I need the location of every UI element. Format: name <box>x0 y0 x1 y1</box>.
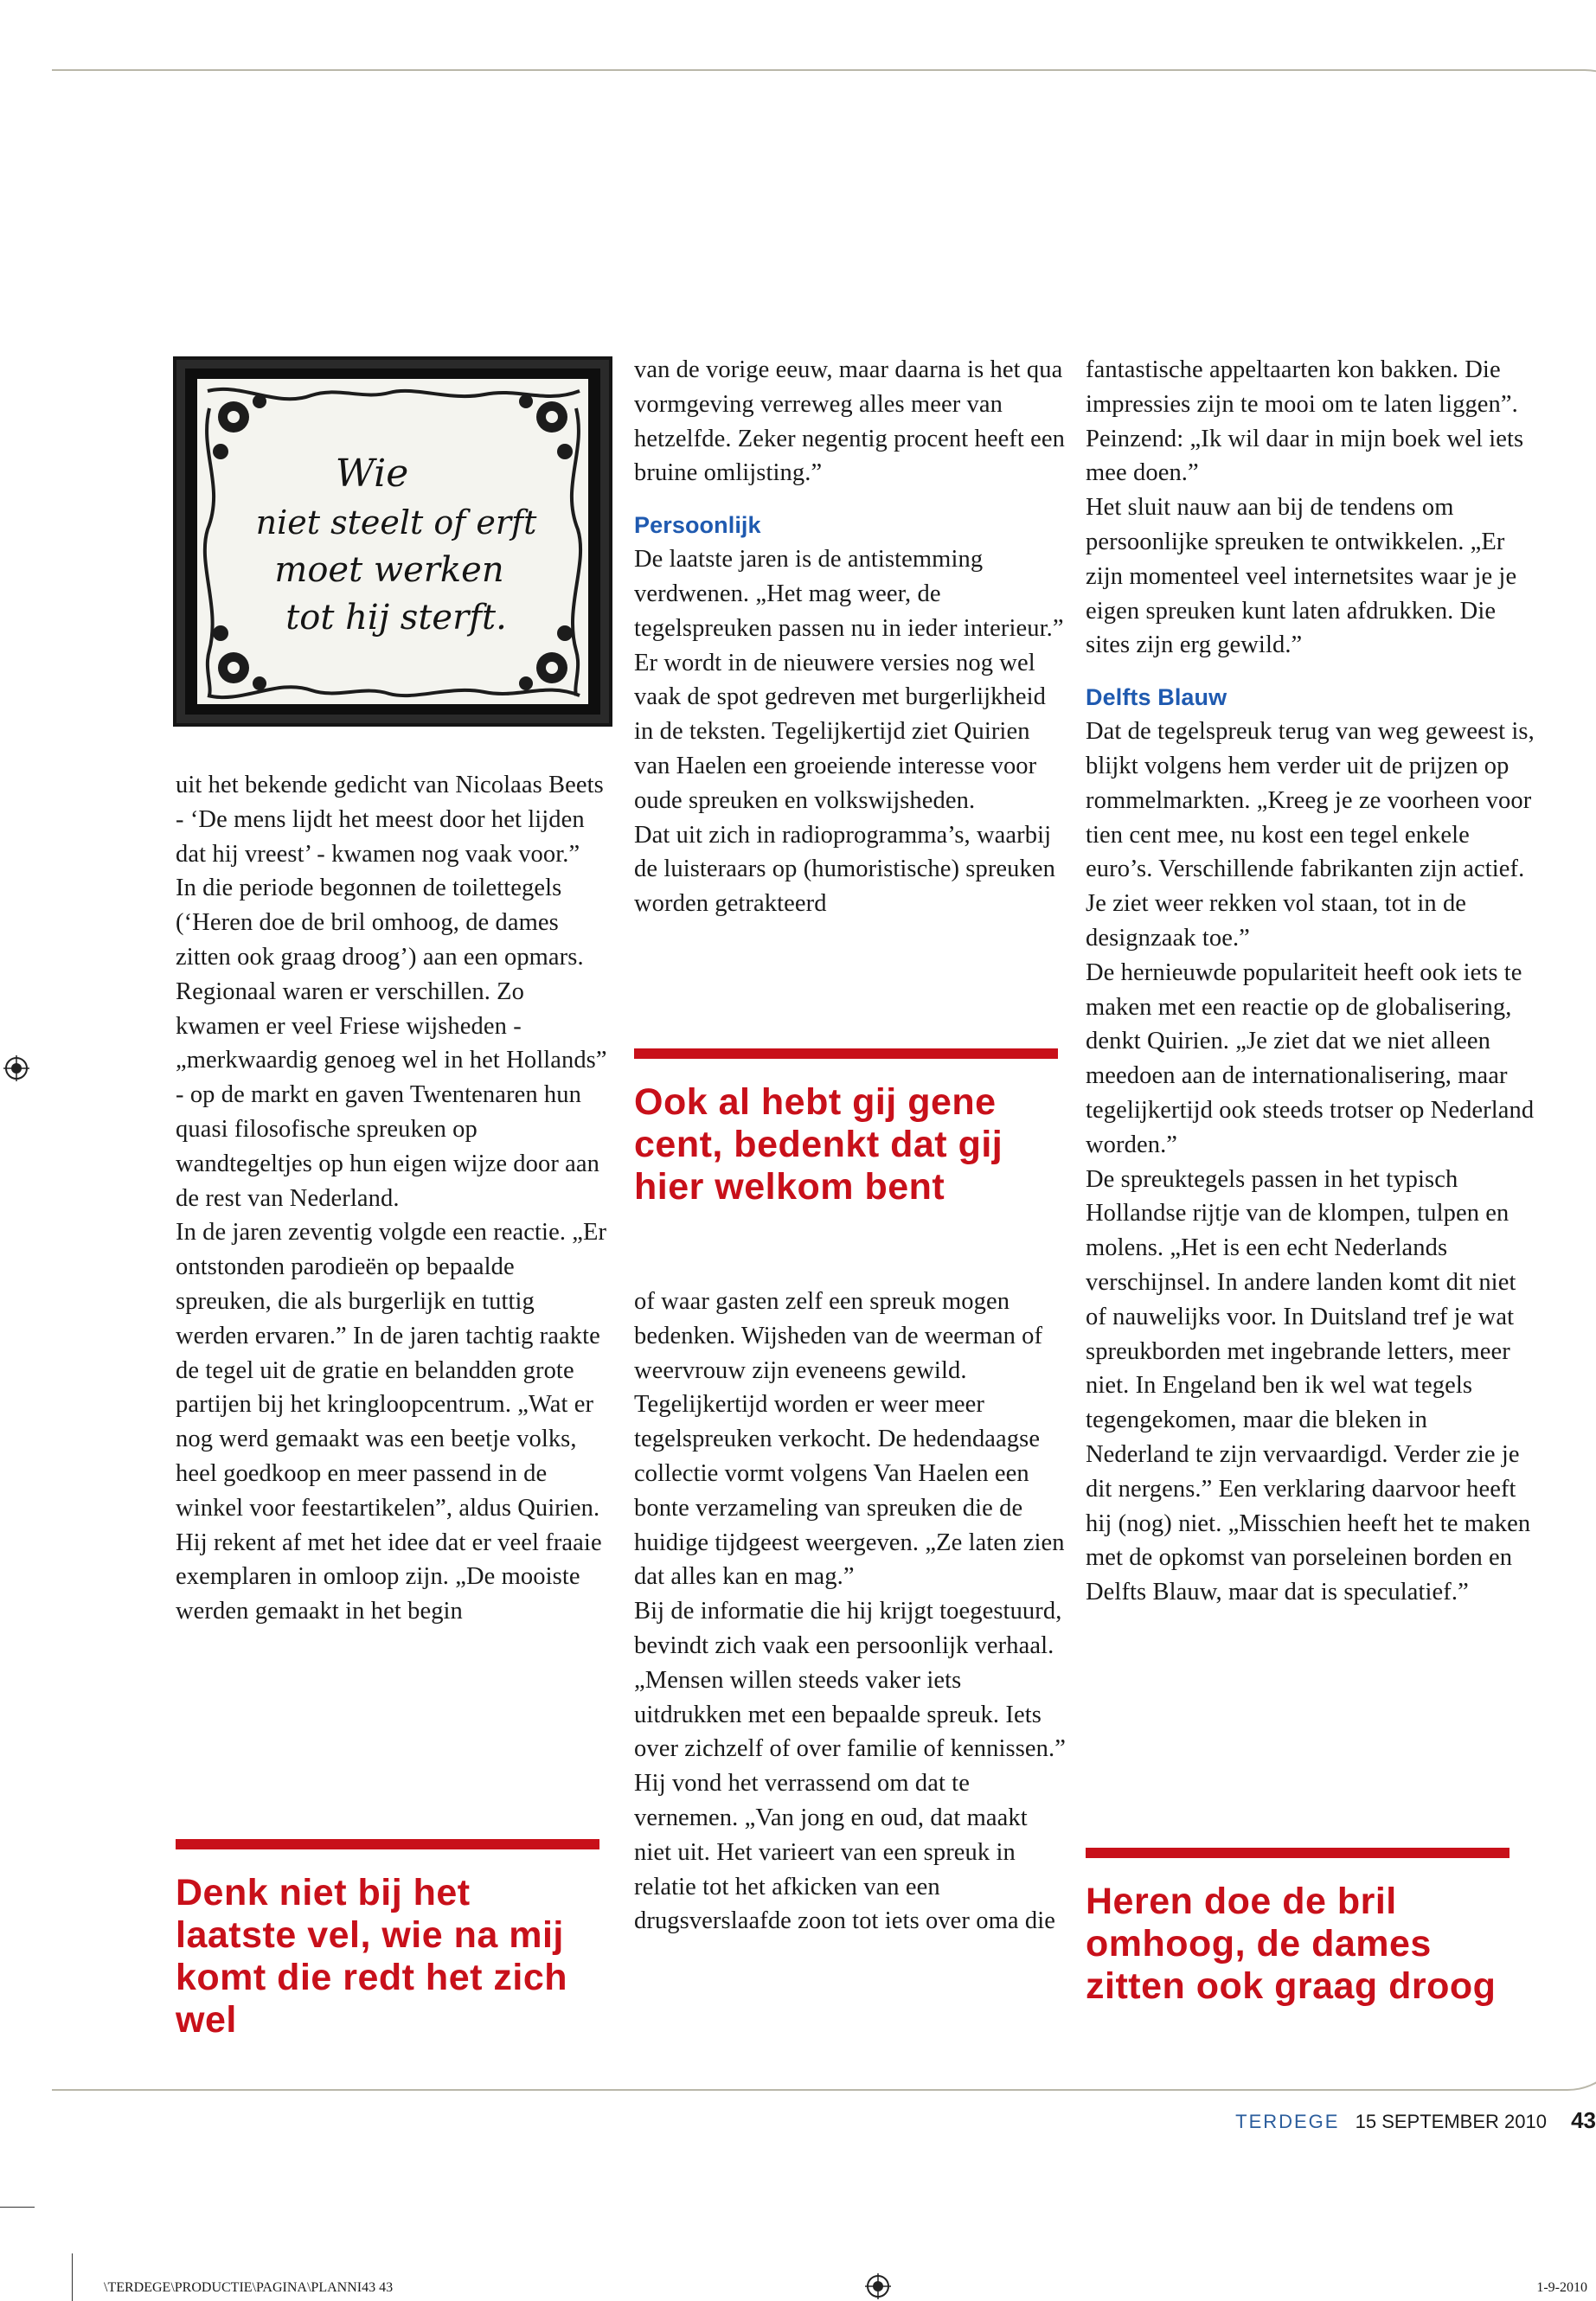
crop-mark <box>0 2207 35 2208</box>
slug-date: 1-9-2010 <box>1536 2280 1587 2295</box>
magazine-name: TERDEGE <box>1235 2111 1340 2132</box>
top-rule <box>52 69 1557 71</box>
article-column-2 <box>634 353 1067 921</box>
tile-text-2: niet steelt of erft <box>255 503 537 542</box>
top-corner-curve <box>1540 69 1596 140</box>
paragraph: Bij de informatie die hij krijgt toegestuurd, bevindt zich vaak een persoonlijk verhaal. „Mensen willen steeds vaker iets uitdrukken met een bepaalde spreuk. Iets over zichzelf of over familie of kennissen.” Hij vond het verrassend om dat te vernemen. „Van jong en oud, dat maakt niet uit. Het varieert van een spreuk in relatie tot het afkicken van een drugsverslaafde zoon tot iets over oma die <box>634 1598 1066 1935</box>
pull-quote-text: Ook al hebt gij gene cent, bedenkt dat gij hier welkom bent <box>634 1081 1003 1208</box>
section-heading-delfts-blauw: Delfts Blauw <box>1086 684 1227 711</box>
page-number: 43 <box>1571 2107 1596 2133</box>
paragraph: De spreuktegels passen in het typisch Hollandse rijtje van de klompen, tulpen en molens. „Het is een echt Nederlands verschijnsel. In andere landen komt dit niet of nauwelijks voor. In Duitsland tref je wat spreukborden met ingebrande letters, meer niet. In Engeland ben ik wel wat tegels tegengekomen, maar die bleken in Nederland te zijn vervaardigd. Verder zie je dit nergens.” Een verklaring daarvoor heeft hij (nog) niet. „Misschien heeft het te maken met de opkomst van porseleinen borden en Delfts Blauw, maar dat is speculatief.” <box>1086 1165 1531 1606</box>
paragraph: fantastische appeltaarten kon bakken. Die impressies zijn te mooi om te laten liggen”. Peinzend: „Ik wil daar in mijn boek wel iets mee doen.” <box>1086 356 1524 487</box>
registration-mark-icon <box>865 2273 891 2299</box>
slug-path: \TERDEGE\PRODUCTIE\PAGINA\PLANNI43 43 <box>104 2280 394 2295</box>
paragraph: Dat de tegelspreuk terug van weg geweest is, blijkt volgens hem verder uit de prijzen op rommelmarkten. „Kreeg je ze voorheen voor tien cent mee, nu kost een tegel enkele euro’s. Verschillende fabrikanten zijn actief. Je ziet weer rekken vol staan, tot in de designzaak toe.” <box>1086 718 1535 952</box>
tile-text-1: Wie <box>335 452 409 496</box>
paragraph: De hernieuwde populariteit heeft ook iets te maken met een reactie op de globalisering, denkt Quirien. „Je ziet dat we niet alleen meedoen aan de internationalisering, maar tegelijkertijd ook steeds trotser op Nederland worden.” <box>1086 958 1535 1158</box>
paragraph: Hij rekent af met het idee dat er veel fraaie exemplaren in omloop zijn. „De mooiste werden gemaakt in het begin <box>176 1529 602 1625</box>
quote-bar <box>1086 1848 1509 1858</box>
quote-bar <box>176 1839 599 1849</box>
registration-mark-icon <box>3 1055 29 1081</box>
paragraph: uit het bekende gedicht van Nicolaas Beets - ‘De mens lijdt het meest door het lijden dat hij vreest’ - kwamen nog vaak voor.” <box>176 772 604 868</box>
pull-quote-3 <box>1086 1848 1509 2008</box>
pull-quote-text: Heren doe de bril omhoog, de dames zitten ook graag droog <box>1086 1881 1497 2007</box>
paragraph: De laatste jaren is de antistemming verdwenen. „Het mag weer, de tegelspreuken passen nu in ieder interieur.” Er wordt in de nieuwere versies nog wel vaak de spot gedreven met burgerlijkheid in de teksten. Tegelijkertijd ziet Quirien van Haelen een groeiende interesse voor oude spreuken en volkswijsheden. <box>634 546 1064 814</box>
paragraph: of waar gasten zelf een spreuk mogen bedenken. Wijsheden van de weerman of weervrouw zijn eveneens gewild. <box>634 1288 1043 1384</box>
pull-quote-2 <box>634 1048 1058 1208</box>
crop-mark <box>72 2253 73 2301</box>
article-column-2-continued <box>634 1285 1067 1939</box>
article-column-1 <box>176 768 608 1629</box>
paragraph: In de jaren zeventig volgde een reactie. „Er ontstonden parodieën op bepaalde spreuken, die als burgerlijk en tuttig werden ervaren.” In de jaren tachtig raakte de tegel uit de gratie en belandden grote partijen bij het kringloopcentrum. „Wat er nog werd gemaakt was een beetje volks, heel goedkoop en meer passend in de winkel voor feestartikelen”, aldus Quirien. <box>176 1219 607 1522</box>
pull-quote-1 <box>176 1839 599 2041</box>
bottom-corner-curve <box>1522 2024 1596 2091</box>
page-footer <box>1235 2107 1596 2134</box>
tile-text-3: moet werken <box>274 550 504 590</box>
paragraph: Dat uit zich in radioprogramma’s, waarbij de luisteraars op (humoristische) spreuken worden getrakteerd <box>634 821 1055 918</box>
paragraph: van de vorige eeuw, maar daarna is het qua vormgeving verreweg alles meer van hetzelfde. Zeker negentig procent heeft een bruine omlijsting.” <box>634 356 1066 487</box>
bottom-rule <box>52 2089 1557 2091</box>
quote-bar <box>634 1048 1058 1059</box>
tile-text-4: tot hij sterft. <box>285 598 507 638</box>
paragraph: In die periode begonnen de toilettegels (‘Heren doe de bril omhoog, de dames zitten ook graag droog’) aan een opmars. Regionaal waren er verschillen. Zo kwamen er veel Friese wijsheden - „merkwaardig genoeg wel in het Hollands” - op de markt en gaven Twentenaren hun quasi filosofische spreuken op wandtegeltjes op hun eigen wijze door aan de rest van Nederland. <box>176 875 607 1212</box>
article-column-3 <box>1086 353 1535 1610</box>
pull-quote-text: Denk niet bij het laatste vel, wie na mij komt die redt het zich wel <box>176 1872 568 2041</box>
tile-photo <box>173 356 612 727</box>
issue-date: 15 SEPTEMBER 2010 <box>1355 2111 1547 2132</box>
section-heading-persoonlijk: Persoonlijk <box>634 512 761 539</box>
paragraph: Tegelijkertijd worden er weer meer tegelspreuken verkocht. De hedendaagse collectie vormt volgens Van Haelen een bonte verzameling van spreuken die de huidige tijdgeest weergeven. „Ze laten zien dat alles kan en mag.” <box>634 1391 1065 1591</box>
paragraph: Het sluit nauw aan bij de tendens om persoonlijke spreuken te ontwikkelen. „Er zijn momenteel veel internetsites waar je je eigen spreuken kunt laten afdrukken. Die sites zijn erg gewild.” <box>1086 494 1517 659</box>
